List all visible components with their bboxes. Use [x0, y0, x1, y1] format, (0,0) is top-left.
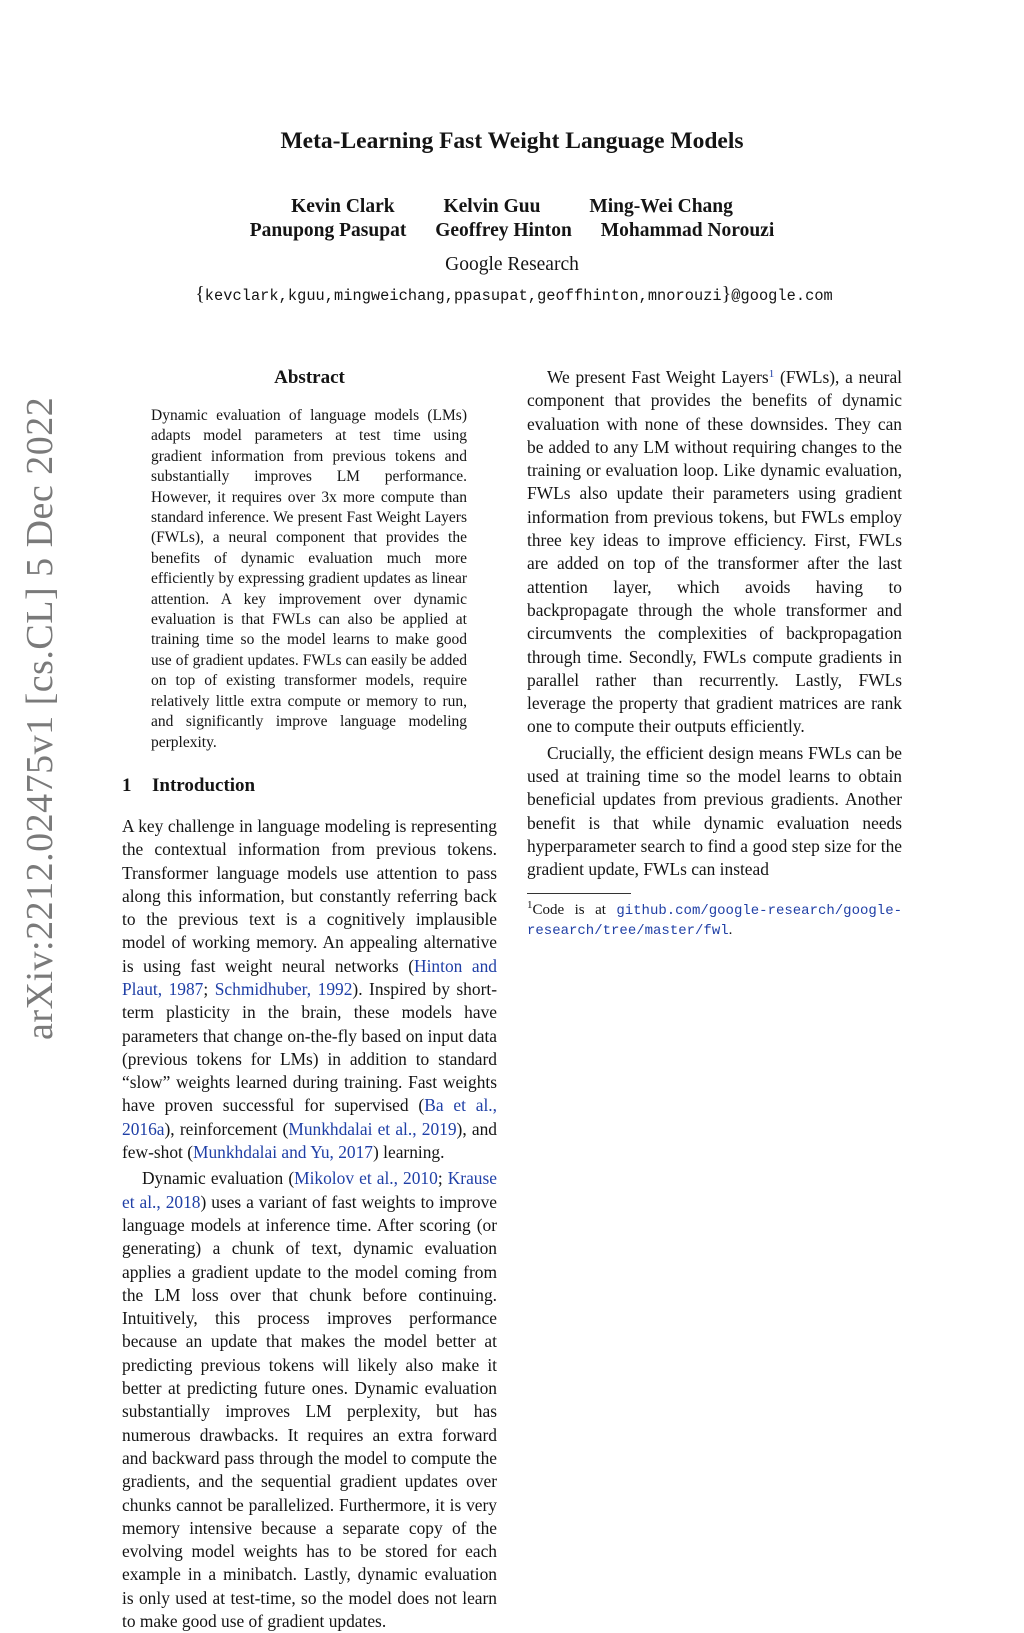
citation-link[interactable]: Ba et al., 2016a: [122, 1095, 498, 1139]
footnote: [527, 898, 902, 941]
right-column: [527, 366, 902, 941]
footnote-number: 1: [527, 898, 533, 911]
email-brace-open: {: [195, 283, 205, 305]
section-heading-introduction: [122, 774, 497, 798]
text-span: (FWLs), a neural component that provides the benefits of dynamic evaluation with none of these downsides. They can be added to any LM without requiring changes to the training or evaluation loop. Like dynamic evaluation, FWLs also update their parameters using gradient information from previous tokens, but FWLs employ three key ideas to improve efficiency. First, FWLs are added on top of the transformer after the last attention layer, which avoids having to backpropagate through the whole transformer and circumvents the complexities of backpropagation through time. Secondly, FWLs compute gradients in parallel rather than recurrently. Lastly, FWLs leverage the property that gradient matrices are rank one to compute their outputs efficiently.: [527, 367, 902, 737]
abstract-text: Dynamic evaluation of language models (LMs) adapts model parameters at test time using gradient information from previous tokens and substantially improves LM performance. However, it requires over 3x more compute than standard inference. We present Fast Weight Layers (FWLs), a neural component that provides the benefits of dynamic evaluation much more efficiently by expressing gradient updates as linear attention. A key improvement over dynamic evaluation is that FWLs can also be applied at training time so the model learns to make good use of gradient updates. FWLs can easily be added on top of existing transformer models, require relatively little extra compute or memory to run, and significantly improve language modeling perplexity.: [151, 407, 467, 751]
text-span: We present Fast Weight Layers: [547, 367, 769, 387]
citation-link[interactable]: Schmidhuber, 1992: [214, 978, 353, 999]
text-span: ) learning.: [373, 1142, 445, 1163]
email-domain: @google.com: [731, 287, 833, 305]
author-name: Ming-Wei Chang: [589, 196, 733, 217]
citation-link[interactable]: Krause et al., 2018: [122, 1168, 497, 1212]
intro-paragraph-3: [527, 366, 902, 739]
citation-link[interactable]: Mikolov et al., 2010: [294, 1168, 438, 1189]
author-name: Mohammad Norouzi: [600, 220, 775, 241]
footnote-marker[interactable]: 1: [768, 368, 775, 380]
email-brace-close: }: [721, 283, 732, 305]
abstract-heading: Abstract: [274, 367, 345, 388]
author-name: Geoffrey Hinton: [435, 220, 572, 241]
author-name: Kevin Clark: [291, 196, 395, 217]
text-span: ), reinforcement (: [164, 1118, 289, 1139]
code-url-link[interactable]: github.com/google-research/google-research/tree/master/fwl: [527, 902, 902, 939]
text-span: ). Inspired by short-term plasticity in the brain, these models have parameters that change on-the-fly based on input data (previous tokens for LMs) in addition to standard “slow” weights learned during training. Fast weights have proven successful for supervised (: [122, 978, 497, 1116]
intro-paragraph-4: Crucially, the efficient design means FWLs can be used at training time so the model learns to obtain beneficial updates from previous gradients. Another benefit is that while dynamic evaluation needs hyperparameter search to find a good step size for the gradient update, FWLs can instead: [527, 742, 902, 880]
arxiv-identifier: arXiv:2212.02475v1 [cs.CL] 5 Dec 2022: [19, 396, 61, 1040]
text-span: ;: [203, 978, 215, 999]
text-span: Dynamic evaluation (: [142, 1168, 295, 1189]
citation-link[interactable]: Munkhdalai and Yu, 2017: [193, 1142, 374, 1163]
citation-link[interactable]: Munkhdalai et al., 2019: [288, 1118, 457, 1139]
footnote-text: Code is at: [532, 901, 617, 918]
paper-title: Meta-Learning Fast Weight Language Models: [280, 128, 744, 154]
footnote-divider: [527, 893, 631, 894]
author-emails: [0, 283, 1024, 306]
email-usernames: kevclark,kguu,mingweichang,ppasupat,geoffhinton,mnorouzi: [204, 287, 722, 305]
text-span: ;: [437, 1168, 448, 1189]
footnote-text-end: .: [728, 921, 733, 938]
intro-paragraph-2: [122, 1167, 497, 1633]
author-name: Kelvin Guu: [443, 196, 541, 217]
section-title: Introduction: [152, 774, 256, 796]
citation-link[interactable]: Hinton and Plaut, 1987: [122, 955, 497, 999]
author-name: Panupong Pasupat: [249, 220, 407, 241]
authors-row-1: [0, 196, 1024, 218]
text-span: A key challenge in language modeling is representing the contextual information from previous tokens. Transformer language models use attention to pass along this information, but constantly referring back to the previous text is a cognitively implausible model of working memory. An appealing alternative is using fast weight neural networks (: [122, 815, 497, 976]
left-column: [122, 366, 497, 1633]
text-span: ) uses a variant of fast weights to improve language models at inference time. After scoring (or generating) a chunk of text, dynamic evaluation applies a gradient update to the model coming from the LM loss over that chunk before continuing. Intuitively, this process improves performance because an update that makes the model better at predicting previous tokens will likely also make it better at predicting future ones. Dynamic evaluation substantially improves LM perplexity, but has numerous drawbacks. It requires an extra forward and backward pass through the model to compute the gradients, and the sequential gradient updates over chunks cannot be parallelized. Furthermore, it is very memory intensive because a separate copy of the evolving model weights has to be stored for each example in a minibatch. Lastly, dynamic evaluation is only used at test-time, so the model does not learn to make good use of gradient updates.: [122, 1191, 497, 1631]
intro-paragraph-1: [122, 815, 497, 1164]
authors-row-2: [0, 220, 1024, 242]
affiliation: Google Research: [445, 254, 579, 275]
text-span: ), and few-shot (: [122, 1118, 497, 1163]
section-number: 1: [122, 774, 132, 796]
